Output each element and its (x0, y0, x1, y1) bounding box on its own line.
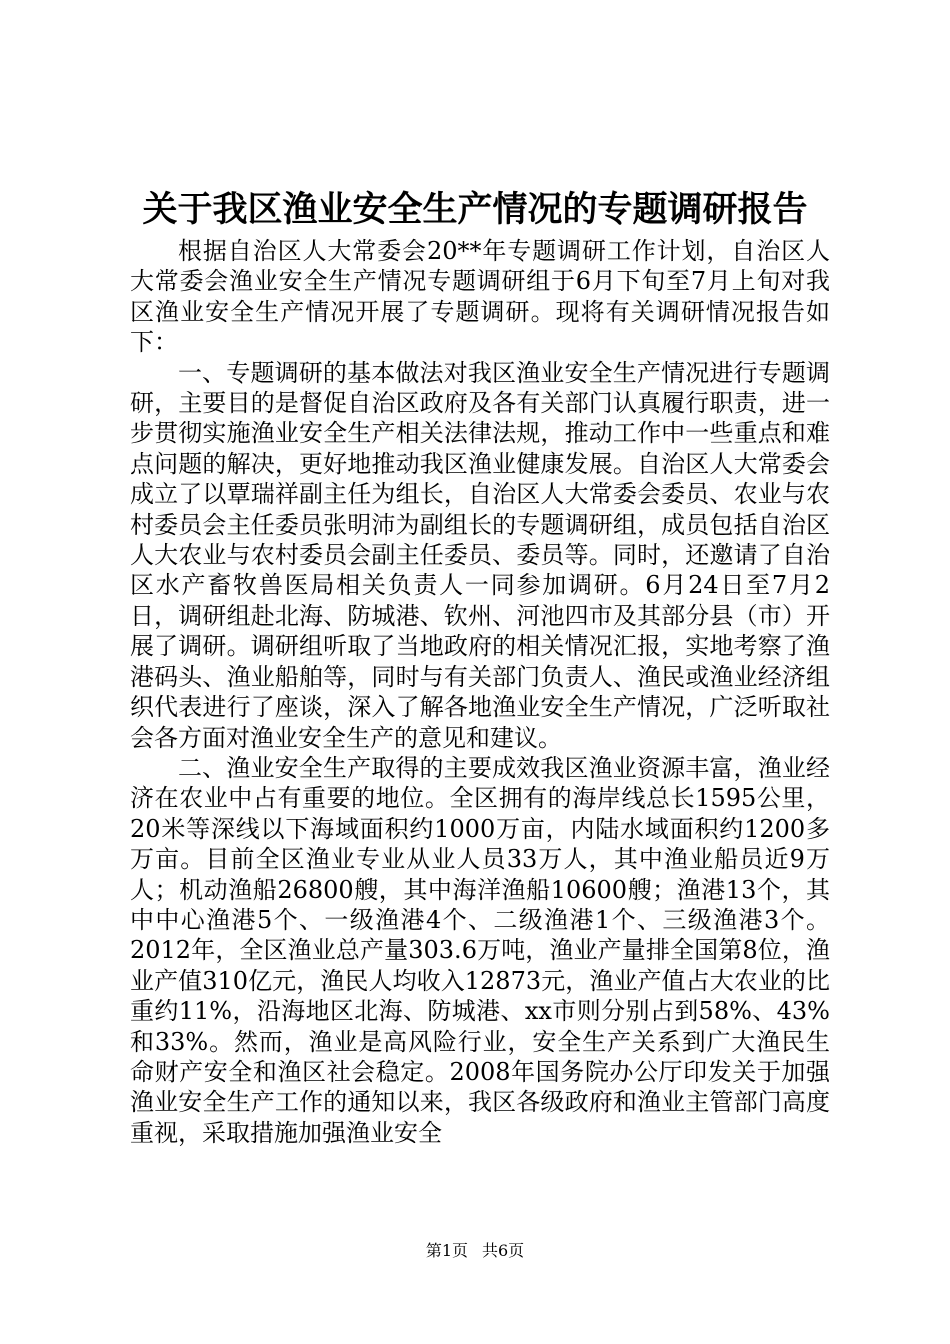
page-number: 第1页 (425, 1241, 468, 1260)
paragraph-section-2: 二、渔业安全生产取得的主要成效我区渔业资源丰富，渔业经济在农业中占有重要的地位。全区拥有的海岸线总长1595公里，20米等深线以下海域面积约1000万亩，内陆水域面积约1200多万亩。目前全区渔业专业从业人员33万人，其中渔业船员近9万人；机动渔船26800艘，其中海洋渔船10600艘；渔港13个，其中中心渔港5个、一级渔港4个、二级渔港1个、三级渔港3个。2012年，全区渔业总产量303.6万吨，渔业产量排全国第8位，渔业产值310亿元，渔民人均收入12873元，渔业产值占大农业的比重约11%，沿海地区北海、防城港、xx市则分别占到58%、43%和33%。然而，渔业是高风险行业，安全生产关系到广大渔民生命财产安全和渔区社会稳定。2008年国务院办公厅印发关于加强渔业安全生产工作的通知以来，我区各级政府和渔业主管部门高度重视，采取措施加强渔业安全 (130, 753, 830, 1147)
page-total: 共6页 (482, 1241, 525, 1260)
paragraph-section-1: 一、专题调研的基本做法对我区渔业安全生产情况进行专题调研，主要目的是督促自治区政府及各有关部门认真履行职责，进一步贯彻实施渔业安全生产相关法律法规，推动工作中一些重点和难点问题的解决，更好地推动我区渔业健康发展。自治区人大常委会成立了以覃瑞祥副主任为组长，自治区人大常委会委员、农业与农村委员会主任委员张明沛为副组长的专题调研组，成员包括自治区人大农业与农村委员会副主任委员、委员等。同时，还邀请了自治区水产畜牧兽医局相关负责人一同参加调研。6月24日至7月2日，调研组赴北海、防城港、钦州、河池四市及其部分县（市）开展了调研。调研组听取了当地政府的相关情况汇报，实地考察了渔港码头、渔业船舶等，同时与有关部门负责人、渔民或渔业经济组织代表进行了座谈，深入了解各地渔业安全生产情况，广泛听取社会各方面对渔业安全生产的意见和建议。 (130, 358, 830, 752)
document-body (130, 236, 830, 1148)
page-footer (0, 1241, 950, 1261)
document-title: 关于我区渔业安全生产情况的专题调研报告 (142, 190, 808, 230)
paragraph-intro: 根据自治区人大常委会20**年专题调研工作计划，自治区人大常委会渔业安全生产情况专题调研组于6月下旬至7月上旬对我区渔业安全生产情况开展了专题调研。现将有关调研情况报告如下： (130, 237, 830, 357)
